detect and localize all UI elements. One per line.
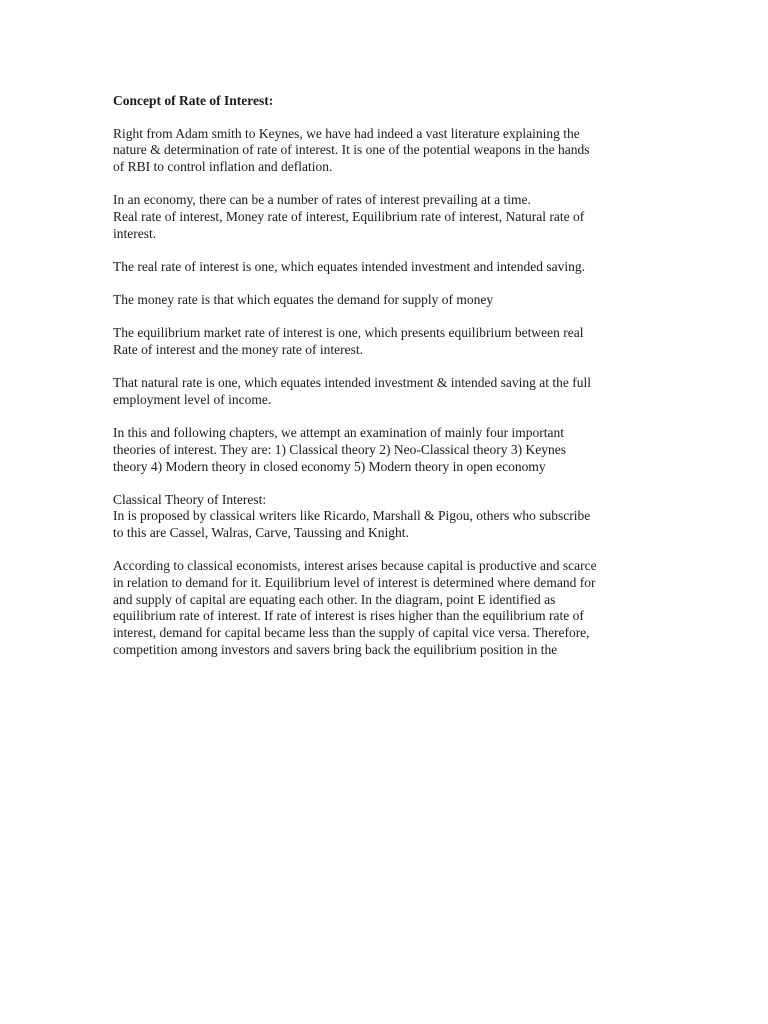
paragraph-classical-economists <box>113 558 653 658</box>
paragraph-equilibrium-rate <box>113 325 653 358</box>
text-line: nature & determination of rate of interest. It is one of the potential weapons in the hands <box>113 142 590 158</box>
section-heading: Classical Theory of Interest: <box>113 491 267 507</box>
paragraph-real-rate <box>113 259 653 276</box>
text-line: That natural rate is one, which equates intended investment & intended saving at the full <box>113 375 591 391</box>
document-title: Concept of Rate of Interest: <box>113 93 274 108</box>
text-line: of RBI to control inflation and deflation. <box>113 159 333 175</box>
paragraph-rates-list <box>113 192 653 242</box>
text-line: interest, demand for capital became less than the supply of capital vice versa. Therefore, <box>113 625 590 641</box>
text-line: In an economy, there can be a number of rates of interest prevailing at a time. <box>113 192 531 208</box>
text-line: According to classical economists, interest arises because capital is productive and scarce <box>113 558 597 574</box>
text-line: interest. <box>113 225 157 241</box>
text-line: theories of interest. They are: 1) Classical theory 2) Neo-Classical theory 3) Keynes <box>113 441 566 457</box>
text-line: in relation to demand for it. Equilibrium level of interest is determined where demand for <box>113 575 596 591</box>
paragraph-theories <box>113 425 653 475</box>
text-line: to this are Cassel, Walras, Carve, Taussing and Knight. <box>113 525 409 541</box>
text-line: employment level of income. <box>113 391 272 407</box>
paragraph-natural-rate <box>113 375 653 408</box>
text-line: The equilibrium market rate of interest is one, which presents equilibrium between real <box>113 325 584 341</box>
paragraph-intro <box>113 126 653 176</box>
text-line: The real rate of interest is one, which equates intended investment and intended saving. <box>113 258 585 274</box>
text-line: equilibrium rate of interest. If rate of interest is rises higher than the equilibrium rate of <box>113 608 584 624</box>
text-line: In is proposed by classical writers like Ricardo, Marshall & Pigou, others who subscribe <box>113 508 591 524</box>
text-line: Real rate of interest, Money rate of interest, Equilibrium rate of interest, Natural rate of <box>113 209 585 225</box>
text-line: In this and following chapters, we attempt an examination of mainly four important <box>113 425 565 441</box>
paragraph-money-rate <box>113 292 653 309</box>
document-body <box>113 93 653 675</box>
text-line: competition among investors and savers bring back the equilibrium position in the <box>113 641 558 657</box>
text-line: and supply of capital are equating each other. In the diagram, point E identified as <box>113 591 556 607</box>
paragraph-classical-theory <box>113 492 653 542</box>
text-line: Right from Adam smith to Keynes, we have had indeed a vast literature explaining the <box>113 125 580 141</box>
text-line: Rate of interest and the money rate of interest. <box>113 342 364 358</box>
text-line: theory 4) Modern theory in closed economy 5) Modern theory in open economy <box>113 458 546 474</box>
text-line: The money rate is that which equates the demand for supply of money <box>113 292 494 308</box>
